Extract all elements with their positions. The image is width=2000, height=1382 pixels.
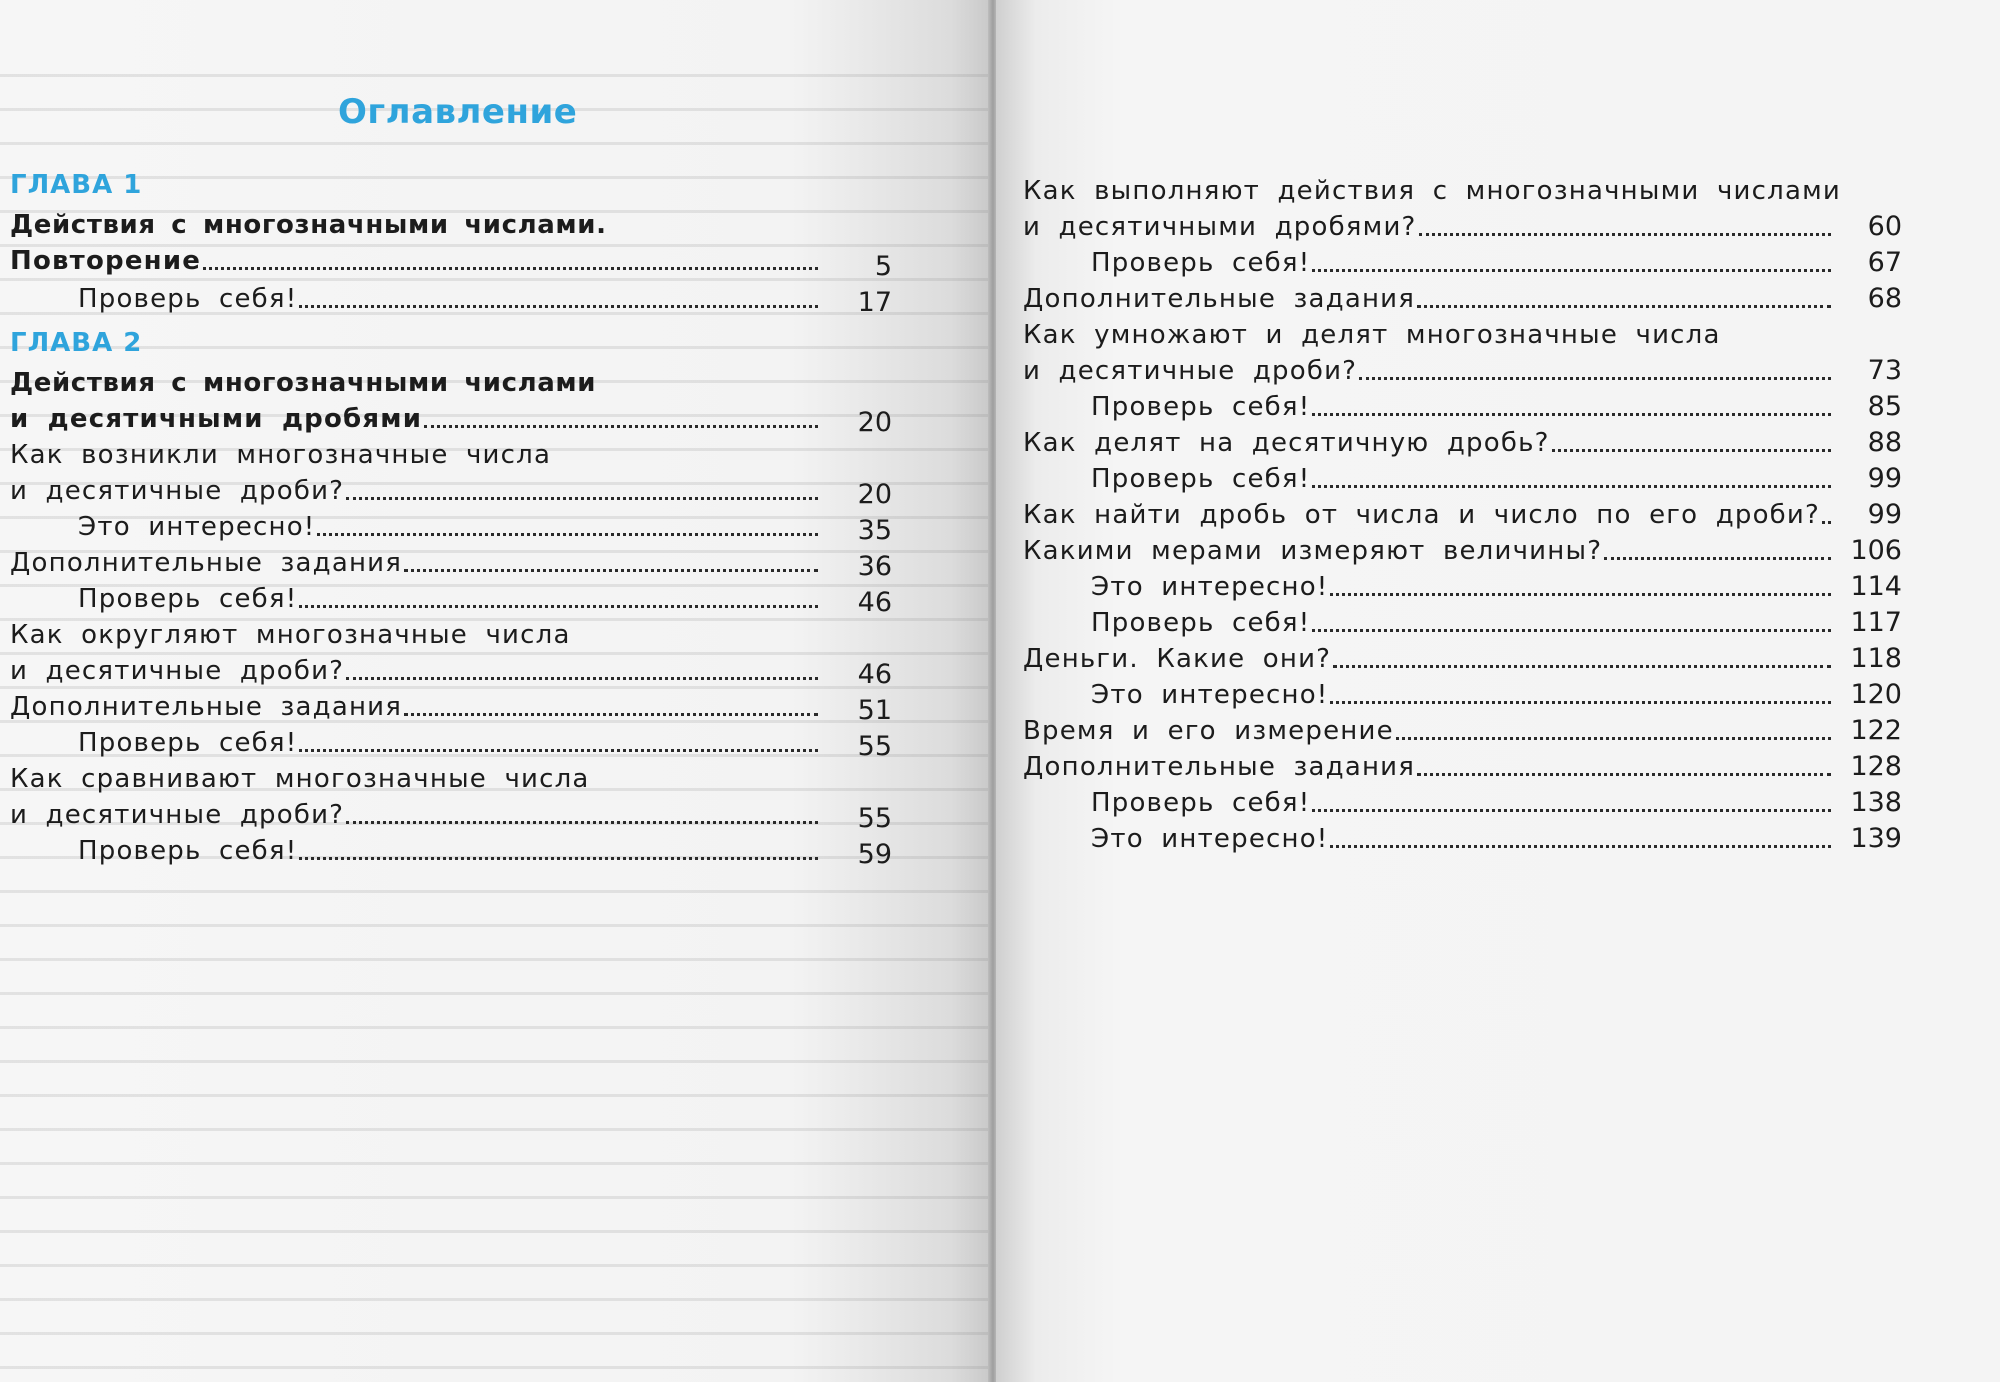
toc-entry-title: Это интересно!	[1091, 824, 1329, 854]
leader-dots	[1330, 822, 1831, 848]
toc-entry-title: Как найти дробь от числа и число по его дроби?	[1023, 500, 1821, 530]
toc-entry[interactable]	[10, 690, 818, 724]
leader-dots	[299, 726, 818, 752]
toc-entry-title: Проверь себя!	[1091, 608, 1311, 638]
page-number: 46	[857, 587, 892, 618]
toc-entry-title: Проверь себя!	[78, 284, 298, 314]
page-number: 60	[1867, 211, 1902, 242]
page-number: 46	[857, 659, 892, 690]
page-number: 117	[1850, 607, 1902, 638]
page-number: 20	[857, 479, 892, 510]
page-number: 106	[1850, 535, 1902, 566]
leader-dots	[1312, 390, 1831, 416]
toc-entry[interactable]	[1023, 642, 1831, 676]
toc-entry-title: и десятичными дробями?	[1023, 212, 1417, 242]
leader-dots	[317, 510, 818, 536]
toc-entry-title: Повторение	[10, 246, 202, 276]
page-number: 73	[1867, 355, 1902, 386]
right-page	[996, 0, 2000, 1382]
toc-entry-line1: Как округляют многозначные числа	[10, 620, 571, 650]
page-number: 99	[1867, 463, 1902, 494]
page-number: 59	[857, 839, 892, 870]
page-number: 122	[1850, 715, 1902, 746]
toc-entry-title: Дополнительные задания	[10, 692, 403, 722]
page-number: 99	[1867, 499, 1902, 530]
toc-entry-title: Проверь себя!	[1091, 464, 1311, 494]
toc-entry[interactable]	[10, 474, 818, 508]
toc-entry-line1: Как выполняют действия с многозначными числами	[1023, 176, 1841, 206]
leader-dots	[1822, 498, 1831, 524]
page-number: 85	[1867, 391, 1902, 422]
toc-entry[interactable]	[10, 654, 818, 688]
leader-dots	[1330, 678, 1831, 704]
page-number: 128	[1850, 751, 1902, 782]
toc-entry[interactable]	[1023, 498, 1831, 532]
leader-dots	[1552, 426, 1831, 452]
page-number: 138	[1850, 787, 1902, 818]
page-number: 88	[1867, 427, 1902, 458]
toc-entry[interactable]	[1023, 282, 1831, 316]
page-number: 35	[857, 515, 892, 546]
page-number: 120	[1850, 679, 1902, 710]
toc-entry[interactable]	[1023, 210, 1831, 244]
toc-entry[interactable]	[10, 798, 818, 832]
toc-entry[interactable]	[10, 402, 818, 436]
toc-entry-title: Дополнительные задания	[10, 548, 403, 578]
leader-dots	[424, 402, 818, 428]
leader-dots	[1419, 210, 1831, 236]
page-number: 114	[1850, 571, 1902, 602]
toc-entry[interactable]	[10, 546, 818, 580]
leader-dots	[1312, 606, 1831, 632]
toc-entry-title: Это интересно!	[1091, 572, 1329, 602]
toc-entry-title: и десятичные дроби?	[10, 476, 345, 506]
left-page	[0, 0, 990, 1382]
chapter-1-label: ГЛАВА 1	[10, 170, 143, 200]
toc-entry[interactable]	[1091, 786, 1831, 820]
page-number: 36	[857, 551, 892, 582]
toc-entry-title: Проверь себя!	[1091, 392, 1311, 422]
leader-dots	[1333, 642, 1831, 668]
toc-entry-title: Проверь себя!	[1091, 788, 1311, 818]
page-number: 5	[874, 251, 892, 282]
leader-dots	[346, 654, 818, 680]
toc-entry-title: Дополнительные задания	[1023, 284, 1416, 314]
chapter-2-label: ГЛАВА 2	[10, 328, 143, 358]
page-number: 67	[1867, 247, 1902, 278]
leader-dots	[1359, 354, 1831, 380]
toc-entry-title: Дополнительные задания	[1023, 752, 1416, 782]
toc-entry-title: Какими мерами измеряют величины?	[1023, 536, 1603, 566]
toc-entry[interactable]	[1023, 750, 1831, 784]
leader-dots	[404, 546, 818, 572]
toc-entry[interactable]	[1091, 606, 1831, 640]
page-number: 139	[1850, 823, 1902, 854]
toc-entry-title: и десятичные дроби?	[1023, 356, 1358, 386]
toc-entry[interactable]	[1091, 570, 1831, 604]
leader-dots	[1417, 282, 1831, 308]
toc-entry-title: Проверь себя!	[1091, 248, 1311, 278]
toc-entry-title: и десятичные дроби?	[10, 656, 345, 686]
page-number: 51	[857, 695, 892, 726]
page-title: Оглавление	[338, 92, 578, 132]
toc-entry[interactable]	[1091, 390, 1831, 424]
leader-dots	[346, 474, 818, 500]
leader-dots	[203, 244, 818, 270]
leader-dots	[1312, 246, 1831, 272]
toc-entry[interactable]	[10, 244, 818, 278]
page-number: 55	[857, 731, 892, 762]
toc-entry-line1: Как возникли многозначные числа	[10, 440, 552, 470]
leader-dots	[1417, 750, 1831, 776]
leader-dots	[1330, 570, 1831, 596]
leader-dots	[299, 582, 818, 608]
leader-dots	[1604, 534, 1831, 560]
page-number: 20	[857, 407, 892, 438]
toc-entry-title: Проверь себя!	[78, 728, 298, 758]
toc-entry-line1: Как сравнивают многозначные числа	[10, 764, 590, 794]
toc-entry-title: Деньги. Какие они?	[1023, 644, 1332, 674]
toc-entry[interactable]	[78, 510, 818, 544]
toc-entry[interactable]	[78, 726, 818, 760]
toc-entry[interactable]	[1091, 822, 1831, 856]
page-number: 118	[1850, 643, 1902, 674]
toc-entry[interactable]	[78, 282, 818, 316]
chapter-2-heading: Действия с многозначными числами	[10, 368, 597, 398]
leader-dots	[1396, 714, 1831, 740]
toc-entry-title: Проверь себя!	[78, 584, 298, 614]
leader-dots	[346, 798, 818, 824]
toc-entry[interactable]	[78, 834, 818, 868]
page-number: 55	[857, 803, 892, 834]
toc-entry[interactable]	[1091, 678, 1831, 712]
toc-entry[interactable]	[1091, 462, 1831, 496]
toc-entry-title: Это интересно!	[78, 512, 316, 542]
page-number: 68	[1867, 283, 1902, 314]
page-number: 17	[857, 287, 892, 318]
chapter-1-heading: Действия с многозначными числами.	[10, 210, 607, 240]
toc-entry[interactable]	[1023, 534, 1831, 568]
toc-entry[interactable]	[1023, 354, 1831, 388]
toc-entry-title: и десятичные дроби?	[10, 800, 345, 830]
leader-dots	[404, 690, 818, 716]
leader-dots	[1312, 462, 1831, 488]
toc-entry-title: Проверь себя!	[78, 836, 298, 866]
toc-entry[interactable]	[1023, 426, 1831, 460]
toc-entry-line1: Как умножают и делят многозначные числа	[1023, 320, 1721, 350]
toc-entry[interactable]	[1091, 246, 1831, 280]
leader-dots	[1312, 786, 1831, 812]
toc-entry-title: Время и его измерение	[1023, 716, 1394, 746]
toc-entry-title: Как делят на десятичную дробь?	[1023, 428, 1550, 458]
leader-dots	[299, 282, 818, 308]
leader-dots	[299, 834, 818, 860]
toc-entry[interactable]	[78, 582, 818, 616]
toc-entry-title: Это интересно!	[1091, 680, 1329, 710]
toc-entry[interactable]	[1023, 714, 1831, 748]
toc-entry-title: и десятичными дробями	[10, 404, 423, 434]
